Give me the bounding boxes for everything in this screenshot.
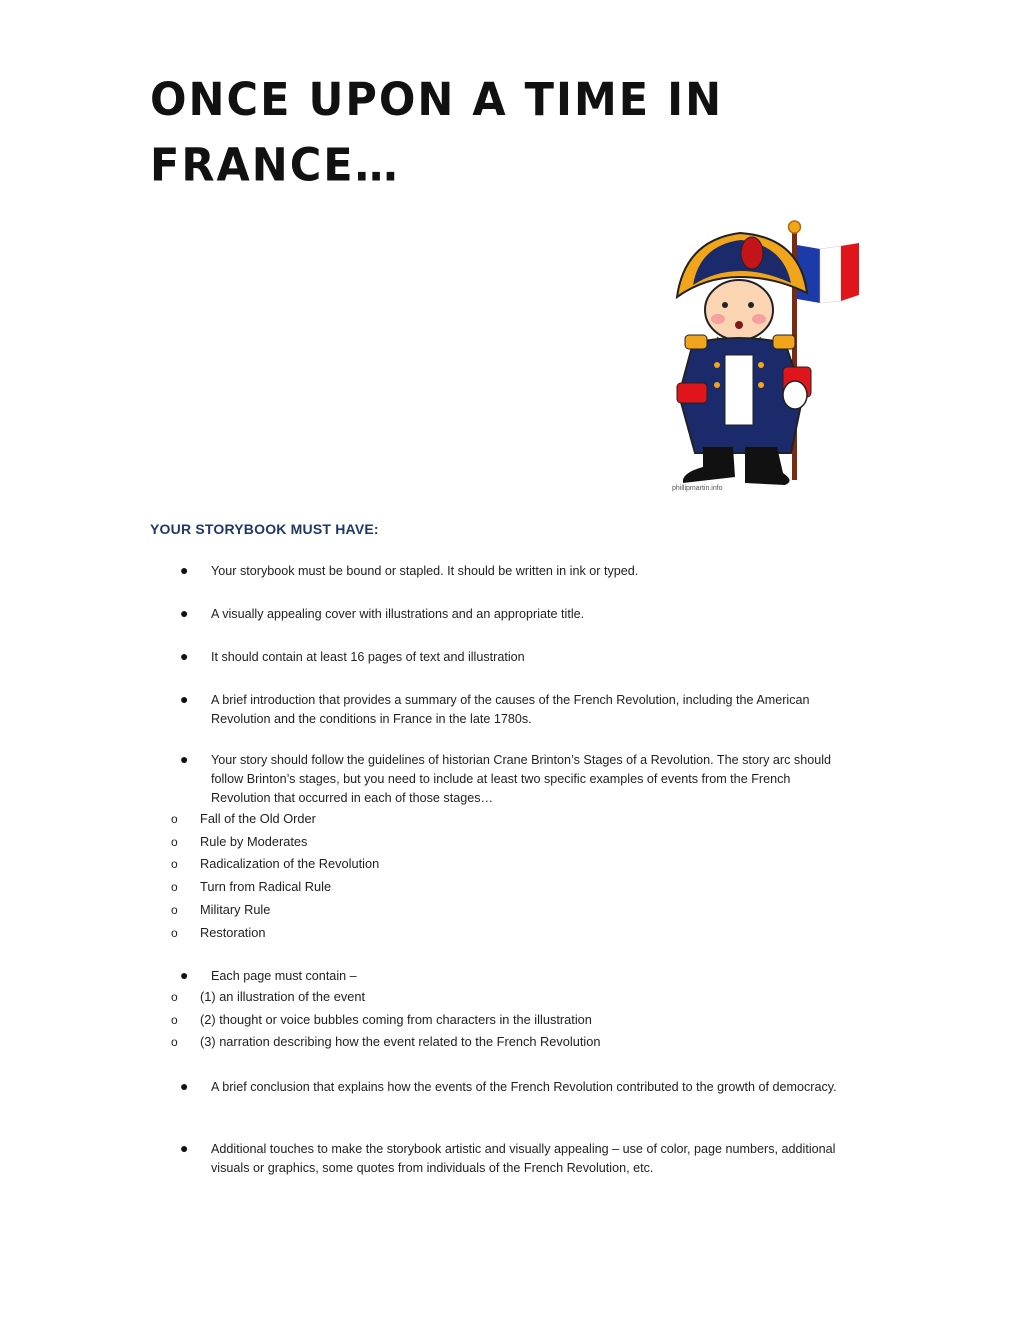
circle-bullet-icon: o xyxy=(171,880,178,895)
list-item-text: Your storybook must be bound or stapled. It should be written in ink or typed. xyxy=(211,564,639,578)
sub-list-item: o (3) narration describing how the event related to the French Revolution xyxy=(141,1031,851,1054)
list-item xyxy=(180,605,851,624)
list-item xyxy=(180,648,851,667)
sub-list-item: o (1) an illustration of the event xyxy=(141,986,851,1009)
napoleon-soldier-icon xyxy=(655,215,865,500)
circle-bullet-icon: o xyxy=(171,925,178,940)
circle-bullet-icon: o xyxy=(171,834,178,849)
list-item xyxy=(180,691,851,729)
bullet-icon: ● xyxy=(180,562,189,578)
list-item xyxy=(180,1140,851,1178)
bullet-icon: ● xyxy=(180,967,189,983)
bullet-icon: ● xyxy=(180,691,189,707)
list-item-text: A brief introduction that provides a summary of the causes of the French Revolution, including the American Revolution and the conditions in France in the late 1780s. xyxy=(211,693,810,726)
list-item-text: Each page must contain – xyxy=(211,969,357,983)
sub-list-item: o Radicalization of the Revolution xyxy=(141,853,851,876)
sub-list-item: o Military Rule xyxy=(141,899,851,922)
list-item-text: Your story should follow the guidelines of historian Crane Brinton’s Stages of a Revolution. The story arc should follow Brinton’s stages, but you need to include at least two specific examples of events from the French Revolution that occurred in each of those stages… xyxy=(211,753,832,805)
list-item xyxy=(171,751,851,944)
sub-list xyxy=(141,986,851,1054)
bullet-icon: ● xyxy=(180,1078,189,1094)
circle-bullet-icon: o xyxy=(171,1035,178,1050)
bullet-icon: ● xyxy=(180,605,189,621)
bullet-icon: ● xyxy=(180,751,189,767)
list-item-text: A brief conclusion that explains how the events of the French Revolution contributed to the growth of democracy. xyxy=(211,1080,837,1094)
sub-list-item: o Turn from Radical Rule xyxy=(141,876,851,899)
sub-list-item: o Fall of the Old Order xyxy=(141,808,851,831)
sub-list-item: o Rule by Moderates xyxy=(141,831,851,854)
list-item-text: It should contain at least 16 pages of text and illustration xyxy=(211,650,525,664)
list-item xyxy=(171,967,851,1054)
section-heading: YOUR STORYBOOK MUST HAVE: xyxy=(150,521,379,537)
bullet-icon: ● xyxy=(180,1140,189,1156)
list-item-text: Additional touches to make the storybook artistic and visually appealing – use of color, page numbers, additional visuals or graphics, some quotes from individuals of the French Revolution, etc. xyxy=(211,1142,836,1175)
sub-list xyxy=(141,808,851,944)
circle-bullet-icon: o xyxy=(171,990,178,1004)
circle-bullet-icon: o xyxy=(171,857,178,872)
list-item-text: A visually appealing cover with illustrations and an appropriate title. xyxy=(211,607,585,621)
circle-bullet-icon: o xyxy=(171,1012,178,1027)
sub-list-item: o Restoration xyxy=(141,922,851,945)
list-item xyxy=(180,1078,851,1097)
circle-bullet-icon: o xyxy=(171,902,178,917)
illustration-credit: phillipmartin.info xyxy=(672,485,723,492)
sub-list-item: o (2) thought or voice bubbles coming from characters in the illustration xyxy=(141,1009,851,1032)
circle-bullet-icon: o xyxy=(171,812,178,826)
list-item xyxy=(180,562,851,581)
bullet-icon: ● xyxy=(180,648,189,664)
page-title: ONCE UPON A TIME IN FRANCE… xyxy=(150,74,724,192)
